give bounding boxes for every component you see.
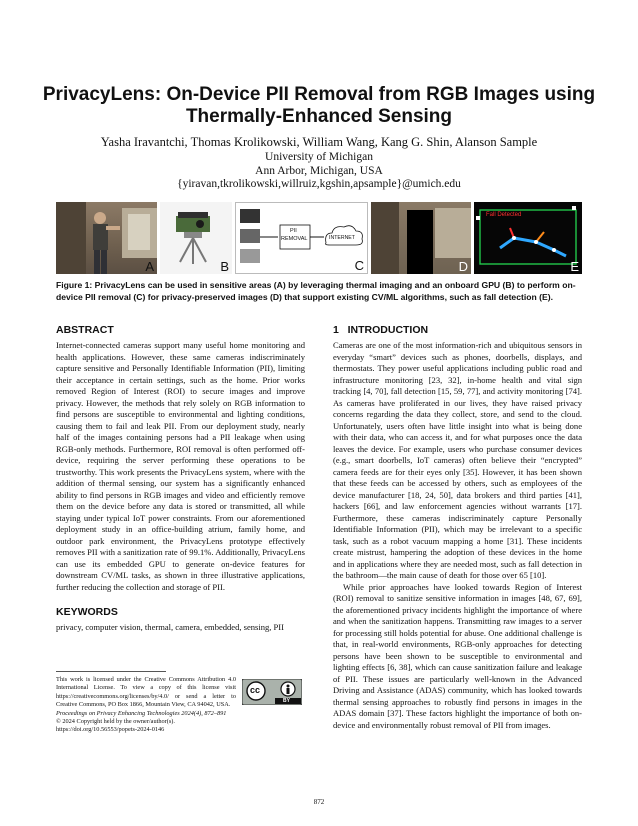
proceedings: Proceedings on Privacy Enhancing Technologies 2024(4), 872–891 [56,709,227,717]
panel-label-c: C [354,258,364,273]
doi: https://doi.org/10.56553/popets-2024-0146 [56,726,165,734]
license-text: This work is licensed under the Creative Commons Attribution 4.0 International License. To view a copy of this license visit https://creativecommons.org/licenses/by/4.0/ or send a letter to Creative Commons, PO Box 1866, Mountain View, CA 94042, USA. [56,676,236,709]
teaser-figure [56,202,582,274]
abstract-heading: ABSTRACT [56,324,114,336]
keywords-heading: KEYWORDS [56,606,118,618]
title-line-2: Thermally-Enhanced Sensing [185,106,453,127]
figure-panel-d [371,202,471,274]
pii-label: PII [290,228,297,234]
intro-paragraph-2: While prior approaches have looked towards Region of Interest (ROI) removal to sanitize sensitive information in images [48, 67, 69], the aforementioned privacy incidents highlight the importance of where and when the sanitization happens. Transmitting raw images to a server for processing still holds potential for abuse. One additional challenge is that, in real-world environments, RGB-only approaches for detecting persons have been shown to be susceptible to environmental and lighting effects [6, 38], which can cause sanitization failure and leakage of PII. These issues are particularly well-known in the Advanced Driving and Assistance (ADAS) community, which has looked towards thermal sensing approaches to robustly find persons in images in the ADAS domain [37]. These factors highlight the importance of both on-device and environmentally robust removal of PII from images. [333,581,582,730]
panel-label-d: D [458,259,468,274]
panel-label-b: B [220,259,229,274]
internet-label: INTERNET [329,235,355,241]
figure-panel-b [160,202,232,274]
location: Ann Arbor, Michigan, USA [255,164,383,177]
title-line-1: PrivacyLens: On-Device PII Removal from RGB Images using [42,84,596,105]
figure-caption: Figure 1: PrivacyLens can be used in sensitive areas (A) by leveraging thermal imaging and an onboard GPU (B) to perform on-device PII removal (C) for privacy-preserved images (D) that support existing CV/ML algorithms, such as fall detection (E). [56,280,576,302]
footnote-rule [56,671,166,672]
cc-label: cc [250,685,261,695]
intro-heading-text: INTRODUCTION [347,324,429,336]
intro-heading-number: 1 [333,324,339,336]
sanitized-photo [371,202,471,274]
figure-panel-c [235,202,368,274]
intro-paragraph-1: Cameras are one of the most information-rich and ubiquitous sensors in everyday “smart” devices such as phones, doorbells, displays, and thermostats. They power useful applications including public road and infrastructure monitoring [23, 32], in-home health and vital sign tracking [4, 70], fall detection [15, 59, 77], and activity monitoring [74]. As cameras have proliferated in our lives, they have raised privacy concerns regarding the data they collect, store, and send to the cloud. Unfortunately, users often have little insight into what is being done with their data, who can access it, and for what purposes once the data leaves the device. For example, users who purchase consumer devices (e.g., smart doorbells, IoT cameras) often believe their “encrypted” camera feeds are for their eyes only [35]. However, it has been shown that these feeds can be accessed by others, such as employees of the device manufacturer [18, 24, 50], data brokers and third parties [41], hackers [66], and law enforcement agencies without warrants [17]. Furthermore, these cameras indiscriminately capture Personally Identifiable Information (PII), which may be irrelevant to a specific task, such as a robot vacuum mapping a home [31]. These incidents create mistrust, hampering the adoption of these devices in the home and in applications where they are needed most, such as fall detection in the bathroom—the main cause of death for those over 65 [10]. [333,340,582,580]
author-list: Yasha Iravantchi, Thomas Krolikowski, William Wang, Kang G. Shin, Alanson Sample [100,135,538,149]
panel-label-e: E [570,259,579,274]
affiliation-block [20,151,618,192]
paper-title [30,84,608,128]
right-column [333,324,582,731]
person-photo [56,202,157,274]
removal-label: REMOVAL [281,236,308,242]
emails: {yiravan,tkrolikowski,willruiz,kgshin,apsample}@umich.edu [177,178,461,190]
fall-detected-label: Fall Detected [486,212,522,218]
affiliation: University of Michigan [265,151,373,163]
copyright: © 2024 Copyright held by the owner/author(s). [56,718,175,726]
by-label: BY [283,698,290,704]
figure-panel-e [474,202,582,274]
intro-heading [333,324,582,337]
figure-panel-a [56,202,157,274]
panel-label-a: A [145,259,154,274]
keywords-text: privacy, computer vision, thermal, camera, embedded, sensing, PII [56,622,285,632]
page-number: 872 [313,798,325,806]
cc-by-badge [242,679,302,705]
abstract-text: Internet-connected cameras support many useful home monitoring and health applications. However, these same cameras indiscriminately capture sensitive and Personally Identifiable Information (PII), limiting their acceptance in certain settings, such as the home. Prior works removed Region of Interest (ROI) to secure images and improve privacy. However, the methods that rely solely on RGB information to find persons are susceptible to environmental and lighting conditions, causing them to fail and leak PII. From our deployment study, nearly half of the images containing persons had a PII leakage when using RGB-only methods. Furthermore, ROI removal is often performed off-device, requiring the server performing these operations to be trustworthy. This work presents the PrivacyLens system, where with the addition of thermal sensing, our system has a significantly enhanced ability to find persons in RGB images and video and efficiently remove them on the device before any data is stored or transmitted, all while staying under typical IoT power constraints. From our aforementioned deployment study in an office-building atrium, family home, and outdoor park environment, the PrivacyLens prototype effectively removes PII with a sanitization rate of 99.1%. Additionally, PrivacyLens can use its embedded GPU to generate on-device features for downstream CV/ML tasks, as shown in three illustrative applications, further reducing the collection and storage of PII. [56,340,305,592]
left-column [56,324,305,634]
